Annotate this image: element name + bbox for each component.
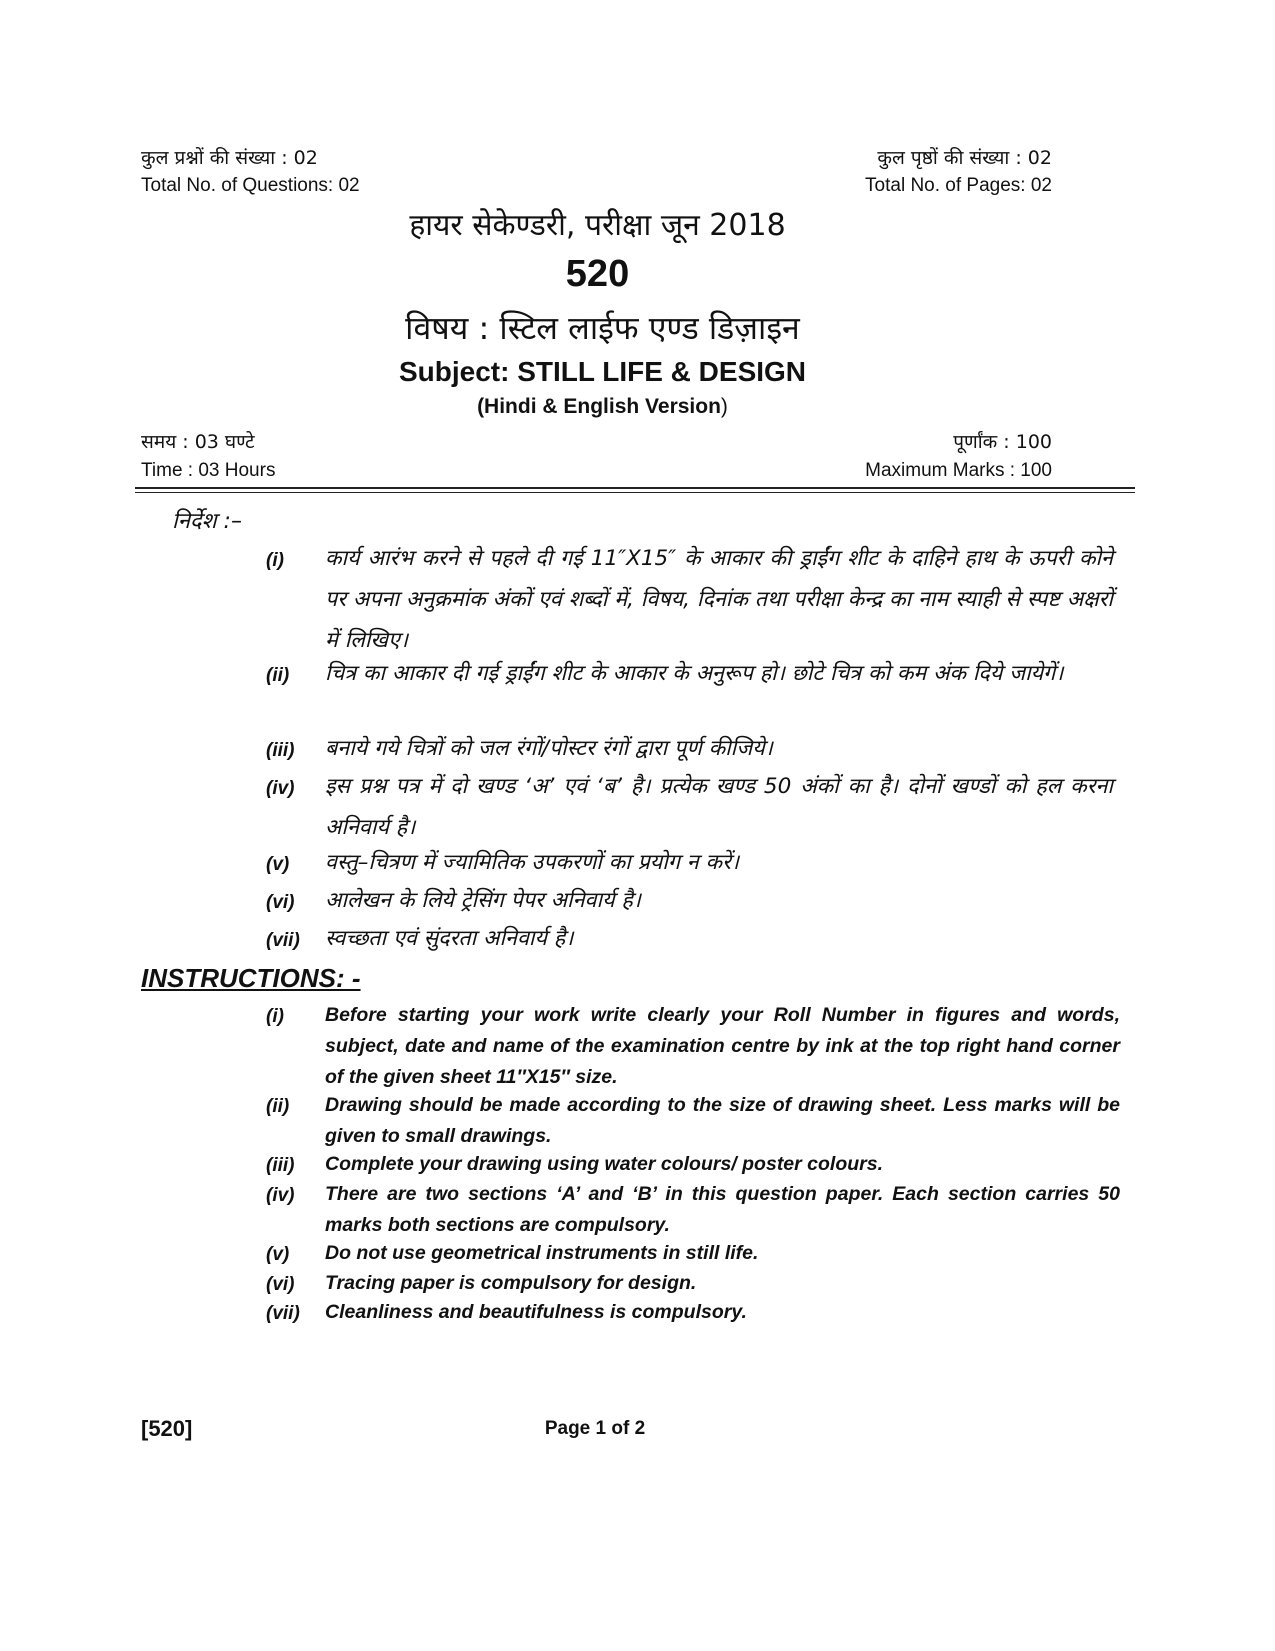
time-hindi: समय : 03 घण्टे — [141, 431, 255, 453]
english-item-text: Before starting your work write clearly your Roll Number in figures and words, subject, date and name of the examination centre by ink at the top right hand corner of the given sheet 11″X15″ size. — [325, 1004, 1120, 1088]
english-instructions-heading-suffix: : - — [336, 963, 361, 993]
hindi-item-number: (iv) — [266, 778, 295, 799]
hindi-instructions-heading: निर्देश :– — [172, 509, 242, 534]
header-divider-bottom — [135, 492, 1135, 493]
hindi-item-number: (ii) — [266, 665, 290, 686]
english-item-number: (iii) — [266, 1155, 295, 1176]
hindi-item-number: (iii) — [266, 740, 295, 761]
hindi-item-text: बनाये गये चित्रों को जल रंगों/पोस्टर रंगों द्वारा पूर्ण कीजिये। — [325, 736, 773, 761]
english-item-number: (iv) — [266, 1185, 295, 1206]
paper-code: 520 — [565, 253, 630, 295]
english-item-text: Tracing paper is compulsory for design. — [325, 1272, 697, 1294]
hindi-item-number: (v) — [266, 854, 290, 875]
total-questions-hindi: कुल प्रश्नों की संख्या : 02 — [141, 147, 318, 169]
english-instructions-heading-text: INSTRUCTIONS — [141, 963, 336, 993]
total-pages-hindi: कुल पृष्ठों की संख्या : 02 — [877, 147, 1052, 169]
hindi-item-text: चित्र का आकार दी गई ड्राईंग शीट के आकार के अनुरूप हो। छोटे चित्र को कम अंक दिये जायेगें। — [325, 661, 1064, 686]
marks-hindi: पूर्णांक : 100 — [953, 431, 1052, 453]
english-item-text: Do not use geometrical instruments in still life. — [325, 1242, 759, 1264]
english-item-number: (i) — [266, 1006, 284, 1027]
marks-english: Maximum Marks : 100 — [865, 460, 1052, 481]
hindi-item-text: स्वच्छता एवं सुंदरता अनिवार्य है। — [325, 926, 574, 951]
subject-hindi: विषय : स्टिल लाईफ एण्ड डिज़ाइन — [405, 309, 800, 347]
english-instructions-heading — [141, 963, 361, 994]
subject-english: Subject: STILL LIFE & DESIGN — [398, 356, 807, 387]
english-item-text: Cleanliness and beautifulness is compulsory. — [325, 1301, 747, 1323]
footer-paper-code: [520] — [141, 1416, 193, 1441]
header-divider-top — [135, 487, 1135, 489]
version-note-text: (Hindi & English Version — [477, 395, 721, 418]
english-item-number: (vi) — [266, 1274, 295, 1295]
english-item-number: (ii) — [266, 1096, 290, 1117]
time-english: Time : 03 Hours — [141, 460, 276, 481]
total-pages-english: Total No. of Pages: 02 — [865, 175, 1052, 196]
hindi-item-number: (vii) — [266, 930, 300, 951]
hindi-item-text: इस प्रश्न पत्र में दो खण्ड ‘अ’ एवं ‘ब’ है। प्रत्येक खण्ड 50 अंकों का है। दोनों खण्डों को हल करना अनिवार्य है। — [325, 774, 1113, 840]
hindi-item-number: (vi) — [266, 892, 295, 913]
english-item-text: There are two sections ‘A’ and ‘B’ in this question paper. Each section carries 50 marks both sections are compulsory. — [325, 1183, 1120, 1236]
version-note — [0, 395, 1205, 419]
hindi-item-number: (i) — [266, 550, 284, 571]
exam-title: हायर सेकेण्डरी, परीक्षा जून 2018 — [409, 208, 786, 243]
total-questions-english: Total No. of Questions: 02 — [141, 175, 360, 196]
hindi-item-text: आलेखन के लिये ट्रेसिंग पेपर अनिवार्य है। — [325, 888, 641, 913]
english-item-text: Complete your drawing using water colours/ poster colours. — [325, 1153, 884, 1175]
hindi-item-text: वस्तु–चित्रण में ज्यामितिक उपकरणों का प्रयोग न करें। — [325, 850, 740, 875]
english-item-number: (vii) — [266, 1303, 300, 1324]
version-note-paren: ) — [720, 395, 728, 418]
hindi-item-text: कार्य आरंभ करने से पहले दी गई 11″X15″ के आकार की ड्राईंग शीट के दाहिने हाथ के ऊपरी कोने पर अपना अनुक्रमांक अंकों एवं शब्दों में, विषय, दिनांक तथा परीक्षा केन्द्र का नाम स्याही से स्पष्ट अक्षरों में लिखिए। — [325, 546, 1113, 653]
english-item-text: Drawing should be made according to the size of drawing sheet. Less marks will be given to small drawings. — [325, 1094, 1120, 1147]
english-item-number: (v) — [266, 1244, 290, 1265]
footer-page-number: Page 1 of 2 — [544, 1418, 646, 1439]
